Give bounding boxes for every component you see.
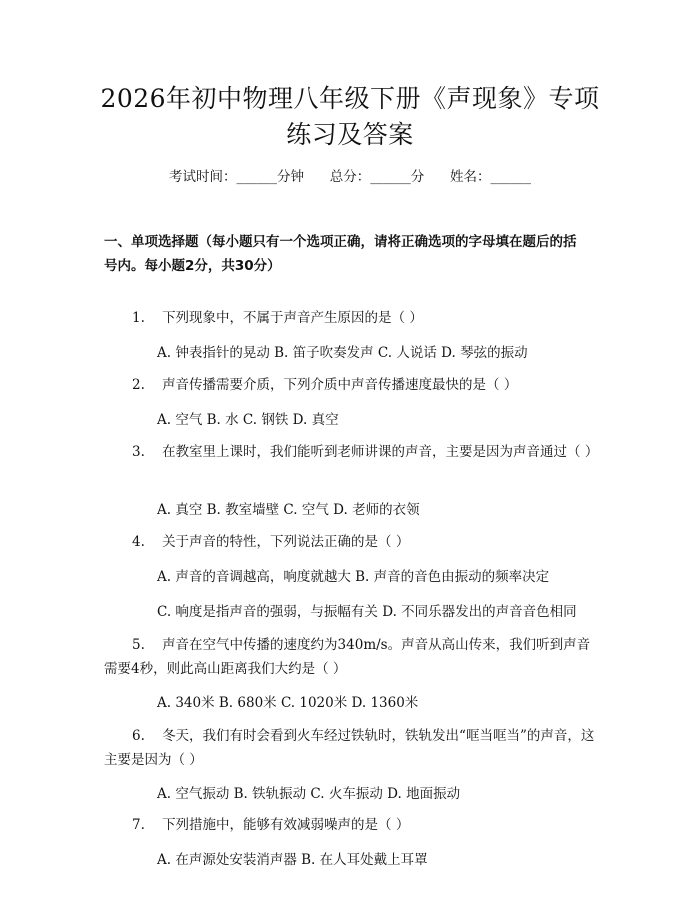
question-number: 4.	[132, 534, 145, 550]
question-7	[104, 813, 602, 837]
question-4-options-line2: C. 响度是指声音的强弱，与振幅有关 D. 不同乐器发出的声音音色相同	[157, 604, 577, 620]
document-title-line1: 2026年初中物理八年级下册《声现象》专项	[100, 84, 600, 113]
question-number: 6.	[132, 728, 145, 744]
question-text: 声音传播需要介质，下列介质中声音传播速度最快的是（ ）	[162, 377, 518, 393]
question-1-options: A. 钟表指针的晃动 B. 笛子吹奏发声 C. 人说话 D. 琴弦的振动	[157, 345, 528, 361]
question-text: 声音在空气中传播的速度约为340m/s。声音从高山传来，我们听到声音需要4秒，则此高山距离我们大约是（ ）	[104, 637, 591, 677]
section-heading-line2: 号内。每小题2分，共30分）	[104, 258, 281, 274]
exam-meta-line: 考试时间：______分钟 总分：______分 姓名：______	[169, 169, 531, 185]
question-number: 5.	[132, 637, 145, 653]
question-4	[104, 530, 602, 554]
question-6	[104, 724, 602, 772]
question-text: 冬天，我们有时会看到火车经过铁轨时，铁轨发出“哐当哐当”的声音，这主要是因为（ ）	[104, 728, 595, 768]
question-text: 关于声音的特性，下列说法正确的是（ ）	[162, 534, 410, 550]
question-1	[104, 306, 602, 330]
question-7-options: A. 在声源处安装消声器 B. 在人耳处戴上耳罩	[157, 852, 428, 868]
question-4-options-line1: A. 声音的音调越高，响度就越大 B. 声音的音色由振动的频率决定	[157, 569, 550, 585]
question-text: 下列措施中，能够有效减弱噪声的是（ ）	[162, 817, 410, 833]
question-5-options: A. 340米 B. 680米 C. 1020米 D. 1360米	[157, 695, 419, 711]
question-number: 2.	[132, 377, 145, 393]
question-2	[104, 373, 602, 397]
question-text: 下列现象中，不属于声音产生原因的是（ ）	[162, 310, 423, 326]
question-number: 7.	[132, 817, 145, 833]
question-2-options: A. 空气 B. 水 C. 钢铁 D. 真空	[157, 412, 339, 428]
question-number: 1.	[132, 310, 145, 326]
question-number: 3.	[132, 444, 145, 460]
question-3-options: A. 真空 B. 教室墙壁 C. 空气 D. 老师的衣领	[157, 502, 420, 518]
question-6-options: A. 空气振动 B. 铁轨振动 C. 火车振动 D. 地面振动	[157, 786, 461, 802]
question-text: 在教室里上课时，我们能听到老师讲课的声音，主要是因为声音通过（ ）	[162, 444, 599, 460]
question-5	[104, 633, 602, 681]
question-3	[104, 440, 602, 464]
document-title-line2: 练习及答案	[286, 120, 414, 149]
section-heading-line1: 一、单项选择题（每小题只有一个选项正确，请将正确选项的字母填在题后的括	[104, 234, 577, 250]
